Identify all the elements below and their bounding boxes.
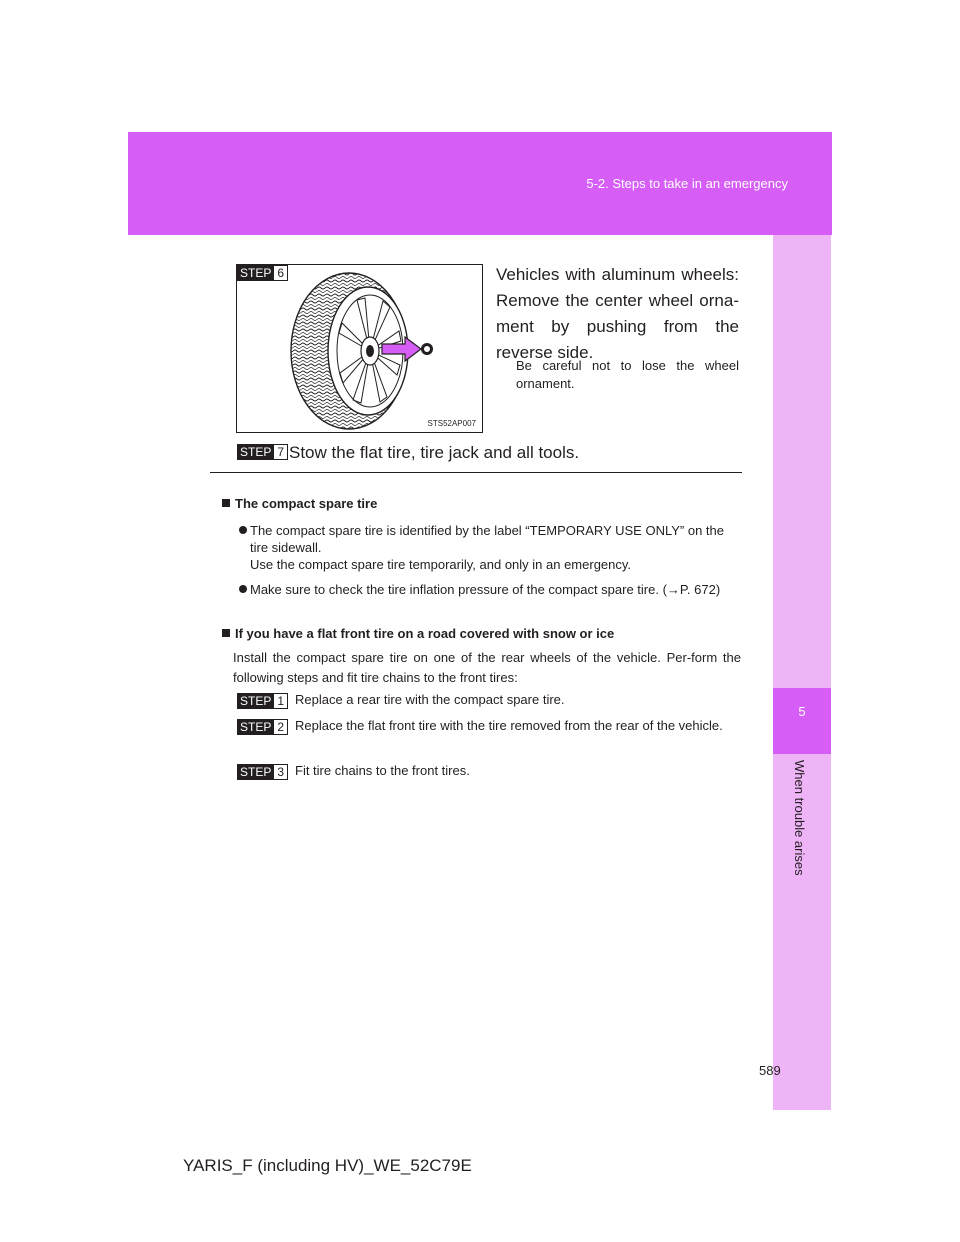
round-bullet-icon (239, 526, 247, 534)
round-bullet-icon (239, 585, 247, 593)
chapter-number: 5 (798, 704, 806, 719)
bullet-item-label (250, 522, 740, 573)
step-word: STEP (237, 265, 274, 281)
step-number: 6 (274, 265, 288, 281)
sub-step-2-badge (237, 719, 288, 735)
step-word: STEP (237, 444, 274, 460)
sub-step-3-badge (237, 764, 288, 780)
chapter-side-tab (773, 235, 831, 1110)
flat-front-intro: Install the compact spare tire on one of the rear wheels of the vehicle. Per-form the following steps and fit tire chains to the front tires: (233, 650, 741, 685)
figure-code: STS52AP007 (427, 419, 476, 428)
square-bullet-icon (222, 499, 230, 507)
step-word: STEP (237, 693, 274, 709)
bullet-text-continued: Use the compact spare tire temporarily, and only in an emergency. (250, 557, 632, 572)
step-number: 7 (274, 444, 288, 460)
step-word: STEP (237, 764, 274, 780)
square-bullet-icon (222, 629, 230, 637)
heading-text: The compact spare tire (235, 496, 378, 511)
sub-step-3-text: Fit tire chains to the front tires. (295, 763, 470, 778)
wheel-illustration (236, 264, 483, 433)
page-number: 589 (759, 1063, 781, 1078)
step-word: STEP (237, 719, 274, 735)
step-number: 2 (274, 719, 288, 735)
chapter-number-block (773, 688, 831, 754)
section-title: 5-2. Steps to take in an emergency (586, 176, 788, 191)
heading-text: If you have a flat front tire on a road covered with snow or ice (235, 626, 615, 641)
compact-spare-heading (222, 496, 377, 511)
bullet-text: Make sure to check the tire inflation pressure of the compact spare tire. (→P. 672) (250, 582, 721, 597)
step-number: 1 (274, 693, 288, 709)
flat-front-heading (222, 626, 614, 641)
step-number: 3 (274, 764, 288, 780)
bullet-item-pressure (250, 581, 740, 598)
document-footer: YARIS_F (including HV)_WE_52C79E (183, 1156, 472, 1175)
section-divider (210, 472, 742, 473)
step-7-instruction: Stow the flat tire, tire jack and all tools. (289, 443, 580, 462)
step-6-badge (237, 265, 288, 281)
chapter-title: When trouble arises (792, 760, 807, 876)
sub-step-1-badge (237, 693, 288, 709)
sub-step-2-text: Replace the flat front tire with the tire removed from the rear of the vehicle. (295, 718, 723, 733)
sub-step-1-text: Replace a rear tire with the compact spare tire. (295, 692, 565, 707)
step-7-badge (237, 444, 288, 460)
step-6-note: Be careful not to lose the wheel ornament. (516, 358, 739, 391)
tire-wheel-drawing (237, 265, 482, 432)
step-6-instruction: Vehicles with aluminum wheels: Remove the center wheel orna-ment by pushing from the reverse side. (496, 265, 739, 362)
bullet-text: The compact spare tire is identified by the label “TEMPORARY USE ONLY” on the tire sidewall. (250, 523, 724, 555)
